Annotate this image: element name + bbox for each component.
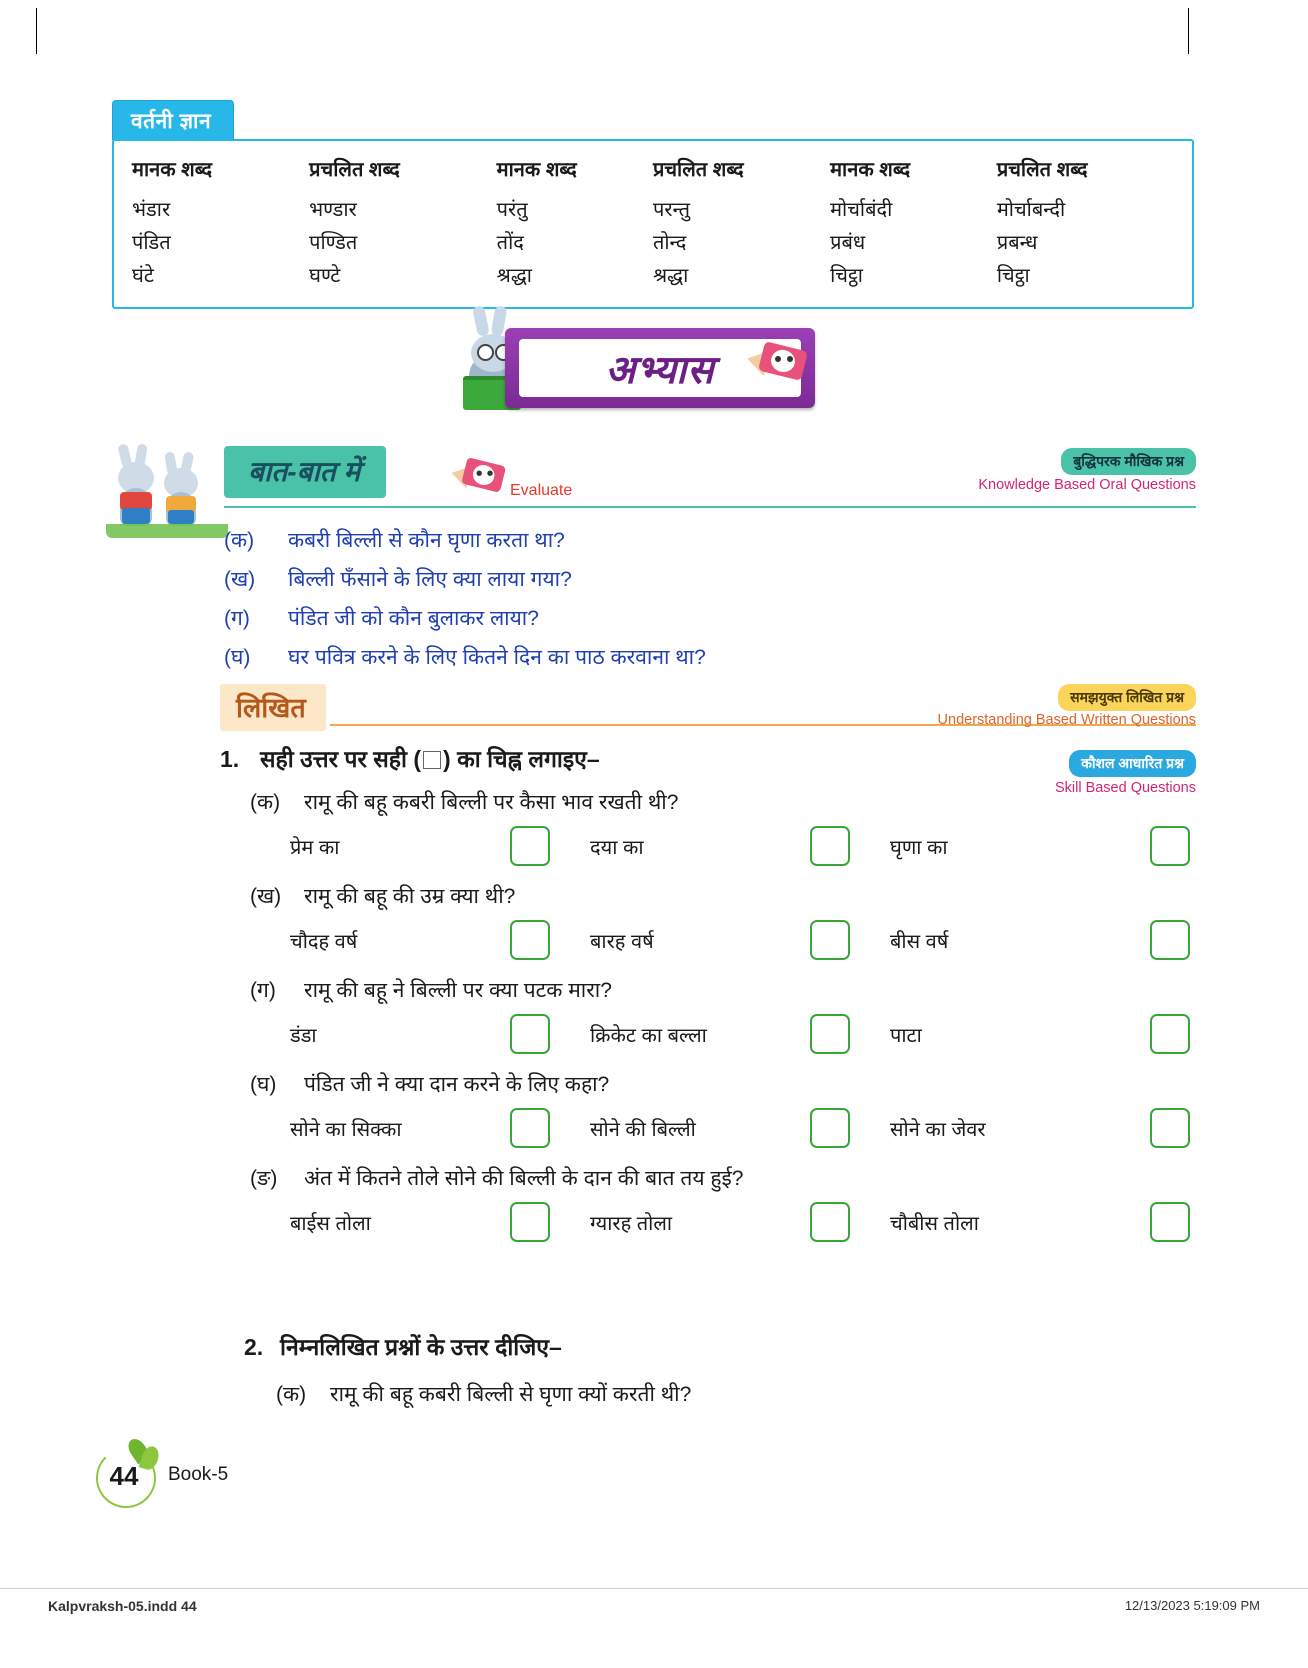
exercise-number: 1. [220,746,240,772]
sub-question-line [250,788,1200,816]
table-header-row [132,155,1174,192]
question-key: (ख) [250,885,282,908]
exercise-instruction [260,742,600,774]
option[interactable] [590,1014,890,1054]
question-key: (घ) [224,646,251,669]
option-label: सोने का जेवर [890,1118,986,1141]
spelling-table-box [112,139,1194,309]
option-checkbox[interactable] [810,1202,850,1242]
written-question-tag: समझयुक्त लिखित प्रश्न [1058,684,1196,711]
list-item [224,643,1184,671]
footer-timestamp: 12/13/2023 5:19:09 PM [1124,1598,1260,1613]
question-text: रामू की बहू कबरी बिल्ली से घृणा क्यों करती थी? [330,1383,692,1406]
sub-question [220,788,1200,866]
spelling-knowledge-section [112,100,1194,309]
question-key: (ङ) [250,1167,278,1190]
option[interactable] [590,1108,890,1148]
sub-question [220,976,1200,1054]
oral-question-list [224,526,1184,682]
exercise-number: 2. [244,1334,264,1360]
table-cell: प्रबन्ध [996,232,1038,254]
option-label: दया का [590,836,644,859]
option-checkbox[interactable] [810,826,850,866]
exercise-1 [220,742,1200,1258]
tick-box-icon [423,751,441,769]
table-cell: मोर्चाबंदी [830,199,893,221]
option-checkbox[interactable] [810,1014,850,1054]
question-key: (क) [276,1383,307,1406]
rabbits-pair-icon [106,440,226,530]
option-label: चौबीस तोला [890,1212,979,1235]
option-label: बारह वर्ष [590,930,654,953]
option-row [290,1014,1200,1054]
evaluate-note: Evaluate [510,482,573,499]
option-checkbox[interactable] [510,1202,550,1242]
table-cell: परंतु [496,199,528,221]
option-label: बाईस तोला [290,1212,371,1235]
option-checkbox[interactable] [810,920,850,960]
table-cell: भंडार [132,199,171,221]
table-row [132,225,1174,258]
option-label: पाटा [890,1024,922,1047]
column-header: प्रचलित शब्द [996,159,1088,181]
footer-file-name: Kalpvraksh-05.indd 44 [48,1598,197,1614]
sub-question [220,1164,1200,1242]
question-text: घर पवित्र करने के लिए कितने दिन का पाठ करवाना था? [288,646,706,669]
option[interactable] [590,826,890,866]
sub-question [220,882,1200,960]
skill-question-tag: कौशल आधारित प्रश्न [1069,750,1196,777]
crop-mark-top-left [36,8,37,54]
option-row [290,1108,1200,1148]
oral-question-tag: बुद्धिपरक मौखिक प्रश्न [1061,448,1196,475]
table-cell: मोर्चाबन्दी [996,199,1066,221]
list-item [224,565,1184,593]
table-cell: पण्डित [309,232,358,254]
question-text: रामू की बहू की उम्र क्या थी? [304,885,516,908]
option[interactable] [890,1202,1190,1242]
question-key: (ग) [224,607,250,630]
option[interactable] [890,920,1190,960]
question-key: (ग) [250,979,276,1002]
table-cell: प्रबंध [830,232,866,254]
question-key: (क) [250,791,281,814]
option-label: घृणा का [890,836,948,859]
oral-question-tag-sub: Knowledge Based Oral Questions [978,477,1196,493]
option-label: सोने का सिक्का [290,1118,402,1141]
option-row [290,1202,1200,1242]
skill-question-tag-sub: Skill Based Questions [1054,780,1196,796]
option-checkbox[interactable] [1150,826,1190,866]
option-label: ग्यारह तोला [590,1212,673,1235]
question-key: (ख) [224,568,256,591]
table-cell: परन्तु [652,199,691,221]
option-checkbox[interactable] [1150,1014,1190,1054]
book-label: Book-5 [168,1464,229,1485]
column-header: प्रचलित शब्द [309,159,400,181]
option-checkbox[interactable] [510,920,550,960]
question-text: कबरी बिल्ली से कौन घृणा करता था? [288,529,565,552]
question-text: अंत में कितने तोले सोने की बिल्ली के दान की बात तय हुई? [304,1167,744,1190]
table-cell: घंटे [132,265,154,287]
sub-question-line [250,1164,1200,1192]
column-header: मानक शब्द [132,159,213,181]
practice-banner-title: अभ्यास [605,348,715,392]
table-cell: तोन्द [652,232,687,254]
option-checkbox[interactable] [1150,1202,1190,1242]
option-label: बीस वर्ष [890,930,949,953]
option-checkbox[interactable] [510,826,550,866]
exercise-1-heading [220,742,1200,774]
written-question-tag-sub: Understanding Based Written Questions [937,712,1196,728]
question-text: रामू की बहू ने बिल्ली पर क्या पटक मारा? [304,979,612,1002]
table-cell: श्रद्धा [652,265,689,287]
exercise-2-heading [244,1330,1204,1362]
column-header: मानक शब्द [830,159,911,181]
table-row [132,258,1174,291]
option-label: क्रिकेट का बल्ला [590,1024,707,1047]
option[interactable] [290,1014,590,1054]
option-label: डंडा [290,1024,317,1047]
exercise-2 [244,1330,1204,1408]
question-text: बिल्ली फँसाने के लिए क्या लाया गया? [288,568,572,591]
option[interactable] [890,1108,1190,1148]
list-item [224,604,1184,632]
option-label: प्रेम का [290,836,340,859]
written-section-label: लिखित [220,684,326,731]
option-checkbox[interactable] [1150,1108,1190,1148]
table-cell: घण्टे [309,265,341,287]
table-cell: पंडित [132,232,171,254]
option[interactable] [590,920,890,960]
sub-question-line [250,1070,1200,1098]
page-number: 44 [109,1460,139,1491]
pencil-mascot-icon [745,340,815,382]
oral-section-label: बात-बात में [224,446,386,498]
sub-question [220,1070,1200,1148]
question-text: रामू की बहू कबरी बिल्ली पर कैसा भाव रखती थी? [304,791,679,814]
option-checkbox[interactable] [510,1108,550,1148]
option-checkbox[interactable] [510,1014,550,1054]
sub-question-line [250,882,1200,910]
question-text: पंडित जी को कौन बुलाकर लाया? [288,607,539,630]
option-checkbox[interactable] [810,1108,850,1148]
option[interactable] [890,826,1190,866]
sub-question-line [250,976,1200,1004]
instruction-after: ) का चिह्न लगाइए– [443,746,600,772]
option[interactable] [290,1202,590,1242]
option-row [290,826,1200,866]
instruction-before: सही उत्तर पर सही ( [260,746,422,772]
practice-banner [455,318,855,423]
option[interactable] [290,826,590,866]
option[interactable] [290,1108,590,1148]
option[interactable] [890,1014,1190,1054]
question-key: (घ) [250,1073,277,1096]
oral-section-divider [224,506,1196,508]
list-item [224,526,1184,554]
option-label: चौदह वर्ष [290,930,358,953]
spelling-table [132,155,1174,291]
table-row [132,192,1174,225]
spelling-tab-label: वर्तनी ज्ञान [112,100,234,140]
option[interactable] [590,1202,890,1242]
option-checkbox[interactable] [1150,920,1190,960]
sub-question-line [276,1380,1204,1408]
table-cell: तोंद [496,232,524,254]
table-cell: भण्डार [309,199,357,221]
page-number-badge [96,1448,156,1508]
question-key: (क) [224,529,255,552]
column-header: प्रचलित शब्द [652,159,744,181]
exercise-instruction: निम्नलिखित प्रश्नों के उत्तर दीजिए– [280,1334,562,1360]
option-label: सोने की बिल्ली [590,1118,696,1141]
column-header: मानक शब्द [496,159,577,181]
crop-mark-top-right [1188,8,1189,54]
footer-divider [0,1588,1308,1589]
option-row [290,920,1200,960]
table-cell: श्रद्धा [496,265,532,287]
table-cell: चिट्ठा [830,265,863,287]
question-text: पंडित जी ने क्या दान करने के लिए कहा? [304,1073,610,1096]
table-cell: चिट्ठा [996,265,1030,287]
pencil-icon-oral [450,456,513,494]
option[interactable] [290,920,590,960]
